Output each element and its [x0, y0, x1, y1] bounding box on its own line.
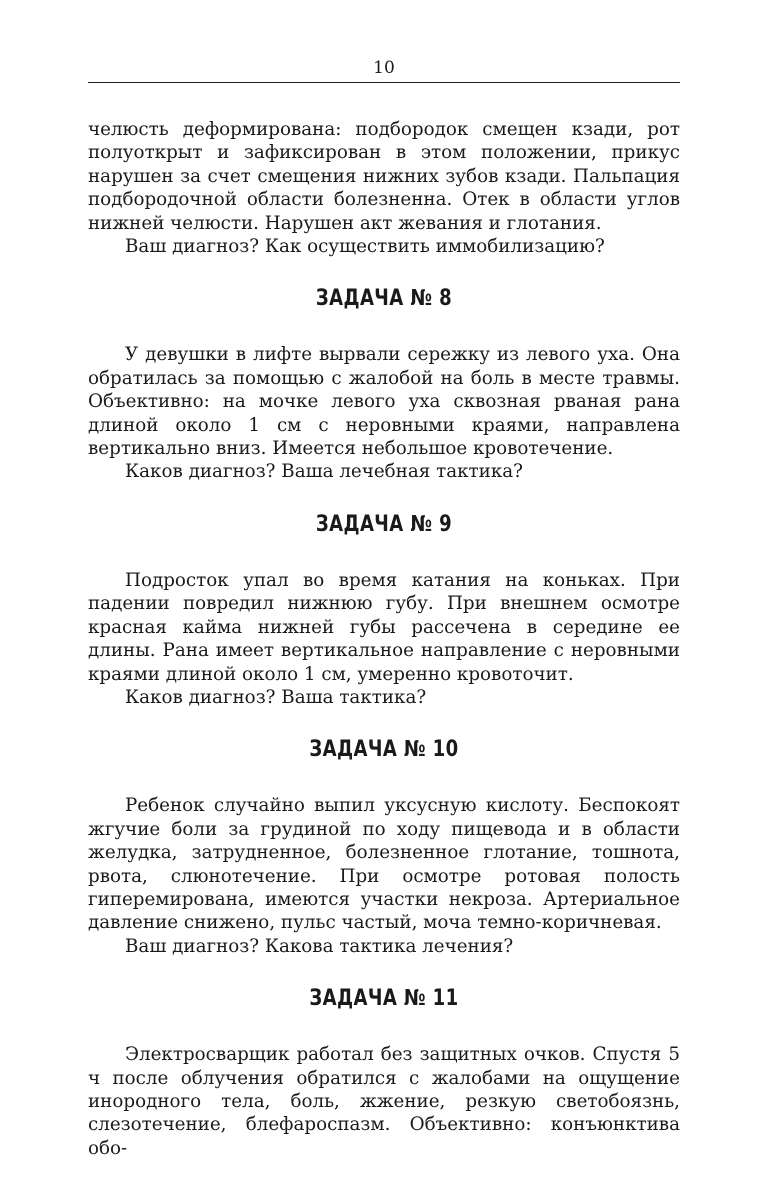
task-8-question: Каков диагноз? Ваша лечебная тактика? [125, 461, 523, 483]
task-9-text: Подросток упал во время катания на коньках. При падении повредил нижнюю губу. При внешнем осмотре красная кайма нижней губы рассечена в середине ее длины. Рана имеет вертикальное направление с неровными краями длиной около 1 см, умеренно кровоточит. [88, 569, 680, 685]
task-9-title: ЗАДАЧА № 9 [315, 511, 453, 537]
task-continuation [88, 118, 680, 258]
task-8-text: У девушки в лифте вырвали сережку из левого уха. Она обратилась за помощью с жалобой на боль в месте травмы. Объективно: на мочке левого уха сквозная рваная рана длиной около 1 см с неровными краями, направлена вертикально вниз. Имеется небольшое кровотечение. [88, 344, 680, 460]
task-11-text: Электросварщик работал без защитных очков. Спустя 5 ч после облучения обратился с жалобами на ощущение инородного тела, боль, жжение, резкую светобоязнь, слезотечение, блефароспазм. Объективно: конъюнктива обо- [88, 1044, 680, 1159]
task-11-title: ЗАДАЧА № 11 [309, 986, 459, 1012]
task-9-question: Каков диагноз? Ваша тактика? [125, 686, 427, 708]
page-number: 10 [373, 58, 395, 78]
task-7-text-continuation: челюсть деформирована: подбородок смещен кзади, рот полуоткрыт и зафиксирован в этом положении, прикус нарушен за счет смещения нижних зубов кзади. Пальпация подбородочной области болезненна. Отек в области углов нижней челюсти. Нарушен акт жевания и глотания. [88, 119, 680, 234]
task-10-title: ЗАДАЧА № 10 [309, 737, 459, 763]
header-rule [88, 82, 680, 83]
page-content [88, 118, 680, 1160]
task-8 [88, 286, 680, 483]
task-10-text: Ребенок случайно выпил уксусную кислоту. Беспокоят жгучие боли за грудиной по ходу пищевода и в области желудка, затрудненное, болезненное глотание, тошнота, рвота, слюнотечение. При осмотре ротовая полость гиперемирована, имеются участки некроза. Артериальное давление снижено, пульс частый, моча темно-коричневая. [88, 795, 680, 934]
task-7-question: Ваш диагноз? Как осуществить иммобилизацию? [125, 236, 605, 258]
task-10 [88, 737, 680, 958]
task-8-title: ЗАДАЧА № 8 [315, 286, 453, 312]
task-9 [88, 512, 680, 709]
task-10-question: Ваш диагноз? Какова тактика лечения? [125, 935, 514, 957]
task-11 [88, 986, 680, 1160]
